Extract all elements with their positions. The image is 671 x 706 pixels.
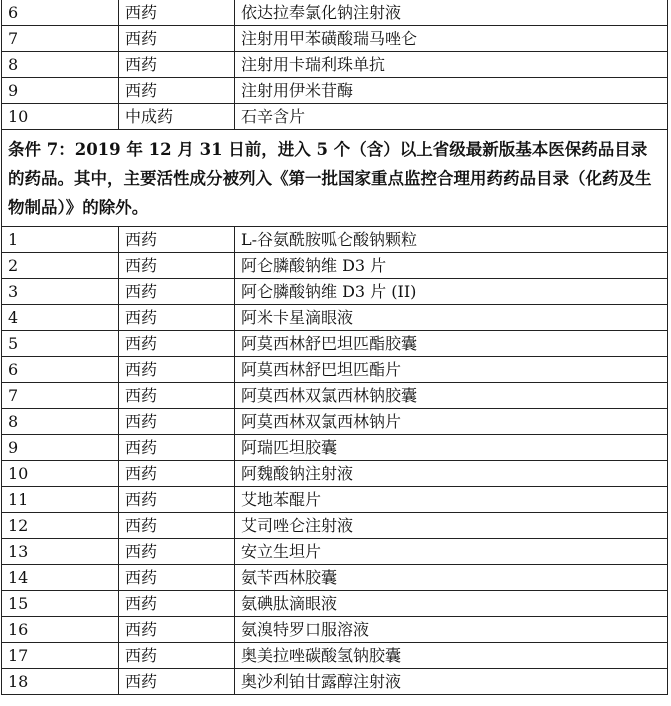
table-row [2,435,668,461]
drug-type: 西药 [119,565,235,591]
table-row [2,669,668,695]
drug-name: 阿仑膦酸钠维 D3 片 [235,253,668,279]
table-row [2,591,668,617]
table-row [2,565,668,591]
drug-type: 西药 [119,409,235,435]
drug-type: 西药 [119,591,235,617]
drug-type: 西药 [119,279,235,305]
drug-type: 西药 [119,461,235,487]
table-row [2,279,668,305]
row-number: 18 [2,669,119,695]
drug-name: 安立生坦片 [235,539,668,565]
row-number: 3 [2,279,119,305]
row-number: 9 [2,78,119,104]
condition-7-text: 条件 7：2019 年 12 月 31 日前，进入 5 个（含）以上省级最新版基本医保药品目录的药品。其中，主要活性成分被列入《第一批国家重点监控合理用药药品目录（化药及生物制品）》的除外。 [2,130,668,227]
drug-list-table [1,0,668,695]
drug-name: 阿莫西林双氯西林钠片 [235,409,668,435]
drug-name: L-谷氨酰胺呱仑酸钠颗粒 [235,227,668,253]
row-number: 14 [2,565,119,591]
drug-type: 西药 [119,643,235,669]
drug-type: 西药 [119,513,235,539]
row-number: 15 [2,591,119,617]
drug-name: 注射用伊米苷酶 [235,78,668,104]
row-number: 16 [2,617,119,643]
row-number: 6 [2,357,119,383]
table-row [2,383,668,409]
drug-type: 西药 [119,253,235,279]
table-row [2,461,668,487]
table-row [2,78,668,104]
row-number: 10 [2,461,119,487]
row-number: 1 [2,227,119,253]
row-number: 17 [2,643,119,669]
drug-name: 阿莫西林舒巴坦匹酯片 [235,357,668,383]
drug-type: 西药 [119,617,235,643]
drug-type: 西药 [119,435,235,461]
table-row [2,0,668,26]
row-number: 7 [2,383,119,409]
table-row [2,513,668,539]
drug-type: 西药 [119,357,235,383]
drug-type: 西药 [119,487,235,513]
table-row [2,617,668,643]
drug-type: 西药 [119,331,235,357]
row-number: 6 [2,0,119,26]
table-row [2,26,668,52]
drug-type: 西药 [119,669,235,695]
row-number: 2 [2,253,119,279]
table-row [2,539,668,565]
drug-name: 阿仑膦酸钠维 D3 片 (II) [235,279,668,305]
table-row [2,104,668,130]
row-number: 12 [2,513,119,539]
row-number: 5 [2,331,119,357]
drug-type: 中成药 [119,104,235,130]
drug-name: 阿魏酸钠注射液 [235,461,668,487]
drug-type: 西药 [119,52,235,78]
table-row [2,52,668,78]
drug-type: 西药 [119,383,235,409]
row-number: 8 [2,409,119,435]
row-number: 7 [2,26,119,52]
row-number: 8 [2,52,119,78]
row-number: 10 [2,104,119,130]
drug-name: 艾地苯醌片 [235,487,668,513]
drug-name: 注射用甲苯磺酸瑞马唑仑 [235,26,668,52]
drug-name: 氨溴特罗口服溶液 [235,617,668,643]
drug-name: 阿米卡星滴眼液 [235,305,668,331]
drug-type: 西药 [119,26,235,52]
table-row [2,253,668,279]
drug-name: 注射用卡瑞利珠单抗 [235,52,668,78]
row-number: 9 [2,435,119,461]
table-row [2,331,668,357]
drug-name: 奥美拉唑碳酸氢钠胶囊 [235,643,668,669]
table-row [2,227,668,253]
drug-name: 阿莫西林双氯西林钠胶囊 [235,383,668,409]
drug-type: 西药 [119,78,235,104]
drug-type: 西药 [119,539,235,565]
row-number: 11 [2,487,119,513]
table-row [2,305,668,331]
drug-name: 阿莫西林舒巴坦匹酯胶囊 [235,331,668,357]
condition-row [2,130,668,227]
drug-name: 奥沙利铂甘露醇注射液 [235,669,668,695]
table-row [2,409,668,435]
drug-name: 阿瑞匹坦胶囊 [235,435,668,461]
drug-name: 氨碘肽滴眼液 [235,591,668,617]
drug-name: 石辛含片 [235,104,668,130]
drug-name: 氨苄西林胶囊 [235,565,668,591]
table-row [2,487,668,513]
table-row [2,357,668,383]
drug-type: 西药 [119,227,235,253]
drug-name: 艾司唑仑注射液 [235,513,668,539]
row-number: 13 [2,539,119,565]
drug-type: 西药 [119,0,235,26]
table-row [2,643,668,669]
drug-type: 西药 [119,305,235,331]
drug-name: 依达拉奉氯化钠注射液 [235,0,668,26]
row-number: 4 [2,305,119,331]
